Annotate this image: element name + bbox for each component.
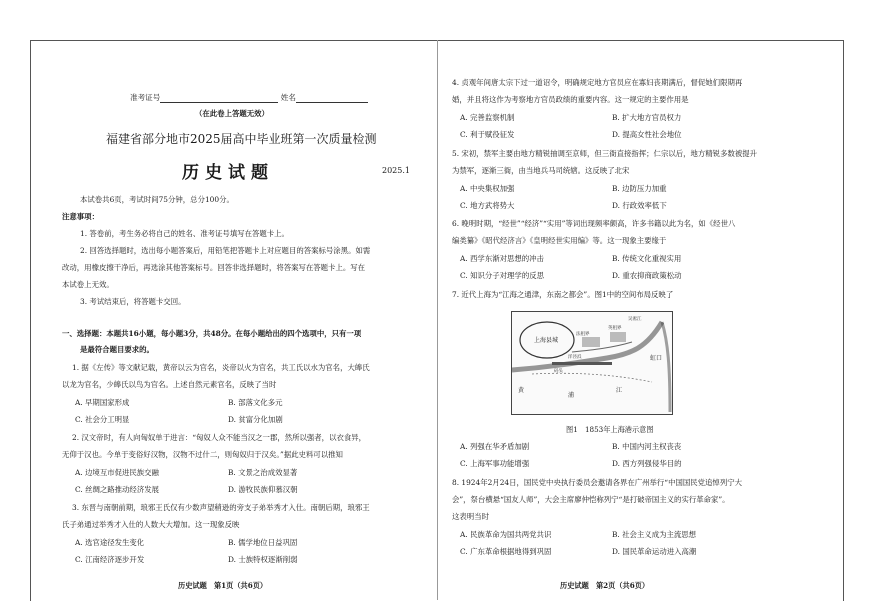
map-caption: 图1 1853年上海港示意图 [566,425,654,434]
map-label-river2: 浦 [568,392,575,399]
footer-right: 历史试题 第2页（共6页） [560,581,650,590]
q3-line1: 3. 东晋与南朝前期，琅邪王氏仅有少数声望稍逊的旁支子弟举秀才入仕。南朝后期，琅邪王 [72,503,370,512]
q3-line2: 氏子弟通过举秀才入仕的人数大大增加。这一现象反映 [62,520,240,529]
q3-option-b[interactable]: B. 儒学地位日益巩固 [228,538,298,547]
notes-title: 注意事项： [62,212,99,221]
q1-option-a[interactable]: A. 早期国家形成 [75,398,130,407]
intro-line: 本试卷共6页，考试时间75分钟，总分100分。 [80,195,234,204]
q5-line2: 为禁军，逐渐三衙，由当地兵马司统辖。这反映了北宋 [452,166,630,175]
q2-option-c[interactable]: C. 丝绸之路推动经济发展 [75,485,159,494]
note-2: 2. 回答选择题时，选出每小题答案后，用铅笔把答题卡上对应题目的答案标号涂黑。如需 [80,246,371,255]
concession-block-2 [610,332,626,342]
q8-option-b[interactable]: B. 社会主义成为主流思想 [612,530,697,539]
q1-option-d[interactable]: D. 贫富分化加剧 [228,415,283,424]
q7-option-c[interactable]: C. 上海军事功能增强 [460,459,530,468]
q7-option-a[interactable]: A. 列强在华矛盾加剧 [460,442,530,451]
q2-line1: 2. 汉文帝时，有人向匈奴单于进言：“匈奴人众不能当汉之一郡，然所以强者，以衣食异， [72,433,367,442]
map-label-city: 上海县城 [534,337,559,344]
name-line[interactable] [296,102,368,103]
q2-line2: 无仰于汉也。今单于变俗好汉物，汉物不过什二，则匈奴归于汉矣。”据此史料可以推知 [62,450,343,459]
creek-line-shape [572,342,632,352]
q1-option-c[interactable]: C. 社会分工明显 [75,415,130,424]
q4-option-d[interactable]: D. 提高女性社会地位 [612,130,682,139]
map-label-hongkou: 虹口 [650,355,663,362]
q3-option-d[interactable]: D. 士族特权逐渐削弱 [228,555,298,564]
exam-id-row [130,92,368,103]
note-3: 3. 考试结束后，将答题卡交回。 [80,297,186,306]
note-2-cont2: 本试卷上无效。 [62,280,114,289]
map-label-river3: 江 [616,387,623,394]
map-label-wusong: 吴淞江 [628,317,642,322]
q6-line2: 编类纂》《昭代经济言》《皇明经世实用编》等。这一现象主要缘于 [452,236,667,245]
q8-line2: 会”，祭台横悬“国友人师”，大会主席廖仲恺称列宁“是打破帝国主义的实行革命家”。 [452,495,730,504]
q4-option-c[interactable]: C. 利于赋役征发 [460,130,515,139]
q6-option-a[interactable]: A. 西学东渐对思想的冲击 [460,254,544,263]
q8-option-d[interactable]: D. 国民革命运动进入高潮 [612,547,697,556]
concession-block-1 [582,337,600,347]
map-label-river1: 黄 [518,387,525,394]
q4-option-a[interactable]: A. 完善监察机制 [460,113,515,122]
q7-line1: 7. 近代上海为“江海之通津，东南之都会”。图1中的空间布局反映了 [452,290,674,299]
q6-option-b[interactable]: B. 传统文化重视实用 [612,254,682,263]
map-label-british: 英租界 [608,326,622,331]
note-1: 1. 答卷前，考生务必将自己的姓名、准考证号填写在答题卡上。 [80,229,289,238]
no-answer-notice: （在此卷上答题无效） [195,109,269,118]
q4-line2: 婚，并且将这作为考察地方官员政绩的重要内容。这一规定的主要作用是 [452,95,689,104]
exam-date: 2025.1 [382,166,410,175]
exam-id-line[interactable] [160,102,278,103]
q8-line3: 这表明当时 [452,512,489,521]
q2-option-b[interactable]: B. 文景之治成效显著 [228,468,298,477]
section1-line2: 是最符合题目要求的。 [80,345,154,354]
q1-option-b[interactable]: B. 部落文化多元 [228,398,283,407]
q6-line1: 6. 晚明时期，“经世”“经济”“实用”等词出现频率颇高，许多书籍以此为名，如《经世八 [452,219,736,228]
q5-option-d[interactable]: D. 行政效率低下 [612,201,667,210]
q8-line1: 8. 1924年2月24日，国民党中央执行委员会邀请各界在广州举行“中国国民党追悼列宁大 [452,478,742,487]
section1-line1: 一、选择题：本题共16小题，每小题3分，共48分。在每小题给出的四个选项中，只有一项 [62,329,362,338]
q8-option-c[interactable]: C. 广东革命根据地得到巩固 [460,547,552,556]
q3-option-c[interactable]: C. 江南经济逐步开发 [75,555,145,564]
note-2-cont: 改动，用橡皮擦干净后，再选涂其他答案标号。回答非选择题时，将答案写在答题卡上。写在 [62,263,366,272]
shore-line-shape [532,373,652,382]
q5-option-b[interactable]: B. 边防压力加重 [612,184,667,193]
map-label-dock: 码头 [554,369,563,374]
q6-option-d[interactable]: D. 重农抑商政策松动 [612,271,682,280]
map-label-creek: 洋泾浜 [568,355,582,360]
q5-option-a[interactable]: A. 中央集权加强 [460,184,515,193]
school-title: 福建省部分地市2025届高中毕业班第一次质量检测 [106,132,377,146]
footer-left: 历史试题 第1页（共6页） [178,581,268,590]
q6-option-c[interactable]: C. 知识分子对理学的反思 [460,271,544,280]
q2-option-a[interactable]: A. 边境互市促进民族交融 [75,468,159,477]
q8-option-a[interactable]: A. 民族革命为国共两党共识 [460,530,552,539]
q4-option-b[interactable]: B. 扩大地方官员权力 [612,113,682,122]
page-divider [437,40,438,600]
q2-option-d[interactable]: D. 游牧民族仰慕汉朝 [228,485,298,494]
map-label-french: 法租界 [576,332,590,337]
dock-strip [552,362,612,365]
q5-option-c[interactable]: C. 地方武将势大 [460,201,515,210]
map-figure [512,312,672,414]
name-label: 姓名 [280,93,296,102]
subject-title: 历史试题 [182,163,274,183]
q1-line2: 以龙为官名，少皞氏以鸟为官名。上述自然元素官名，反映了当时 [62,380,277,389]
shanghai-port-map [511,311,673,415]
q7-option-b[interactable]: B. 中国内河主权丧丧 [612,442,682,451]
q7-option-d[interactable]: D. 西方列强侵华目的 [612,459,682,468]
exam-id-label: 准考证号 [130,93,161,102]
q1-line1: 1. 据《左传》等文献记载，黄帝以云为官名，炎帝以火为官名，共工氏以水为官名，大皞氏 [72,363,370,372]
q5-line1: 5. 宋初，禁军主要由地方精锐抽调至京师，但三衙直接指挥；仁宗以后，地方精锐多数被提升 [452,149,758,158]
q3-option-a[interactable]: A. 选官途径发生变化 [75,538,145,547]
river-branch-shape [662,322,670,412]
q4-line1: 4. 贞观年间唐太宗下过一道诏令，明确规定地方官员应在寡妇丧期满后，督促她们限期再 [452,78,743,87]
